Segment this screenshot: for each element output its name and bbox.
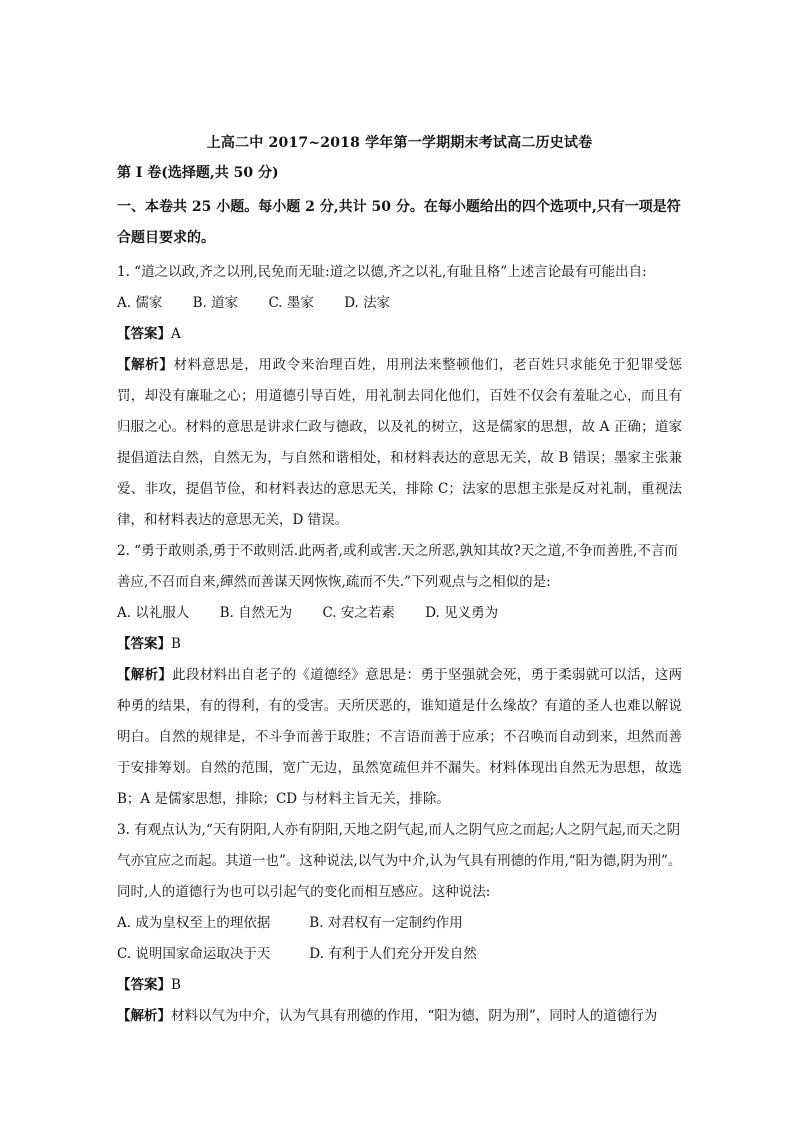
analysis-paragraph [117, 1001, 682, 1032]
option-list [117, 939, 682, 970]
option-d: D. 见义勇为 [425, 605, 499, 621]
answer-value: B [171, 636, 181, 652]
answer-value: A [171, 326, 181, 342]
option-c: C. 墨家 [268, 295, 314, 311]
option-c: C. 安之若素 [322, 605, 395, 621]
question-1 [117, 257, 682, 536]
question-stem: 3. 有观点认为,“天有阴阳,人亦有阴阳,天地之阴气起,而人之阴气应之而起;人之阴气起,而天之阴气亦宜应之而起。其道一也”。这种说法,以气为中介,认为气具有刑德的作用,“阳为德,阴为刑”。同时,人的道德行为也可以引起气的变化而相互感应。这种说法: [117, 822, 682, 900]
answer-line [117, 970, 682, 1001]
option-a: A. 成为皇权至上的理依据 [117, 915, 271, 931]
analysis-text: 此段材料出自老子的《道德经》意思是：勇于坚强就会死，勇于柔弱就可以活，这两种勇的结果，有的得利，有的受害。天所厌恶的，谁知道是什么缘故？有道的圣人也难以解说明白。自然的规律是，不斗争而善于取胜；不言语而善于应承；不召唤而自动到来，坦然而善于安排筹划。自然的范围，宽广无边，虽然宽疏但并不漏失。材料体现出自然无为思想，故选 B；A 是儒家思想，排除；CD 与材料主旨无关，排除。 [117, 667, 683, 807]
option-d: D. 法家 [344, 295, 391, 311]
section-instructions: 一、本卷共 25 小题。每小题 2 分,共计 50 分。在每小题给出的四个选项中,只有一项是符合题目要求的。 [117, 199, 681, 246]
question-stem: 1. “道之以政,齐之以刑,民免而无耻:道之以德,齐之以礼,有耻且格”上述言论最有可能出自: [117, 264, 647, 280]
option-a: A. 以礼服人 [117, 605, 190, 621]
analysis-paragraph [117, 660, 682, 815]
analysis-tag: 【解析】 [117, 667, 173, 683]
analysis-tag: 【解析】 [117, 357, 174, 373]
answer-tag: 【答案】 [117, 326, 171, 342]
question-stem: 2. “勇于敢则杀,勇于不敢则活.此两者,或利或害.天之所恶,孰知其故?天之道,不争而善胜,不言而善应,不召而自来,繟然而善谋天网恢恢,疏而不失.”下列观点与之相似的是: [117, 543, 678, 590]
analysis-text: 材料以气为中介，认为气具有刑德的作用，“阳为德，阴为刑”，同时人的道德行为 [171, 1008, 658, 1024]
page-title: 上高二中 2017~2018 学年第一学期期末考试高二历史试卷 [206, 135, 593, 151]
option-c: C. 说明国家命运取决于天 [117, 946, 271, 962]
option-list [117, 288, 682, 319]
answer-line [117, 629, 682, 660]
answer-value: B [171, 977, 181, 993]
section-heading: 第 I 卷(选择题,共 50 分) [117, 165, 279, 181]
page-content [117, 132, 682, 1032]
option-list [117, 598, 682, 629]
option-list [117, 908, 682, 939]
answer-line [117, 319, 682, 350]
answer-tag: 【答案】 [117, 636, 171, 652]
analysis-text: 材料意思是，用政令来治理百姓，用刑法来整顿他们，老百姓只求能免于犯罪受惩罚，却没有廉耻之心；用道德引导百姓，用礼制去同化他们，百姓不仅会有羞耻之心，而且有归服之心。材料的意思是讲求仁政与德政，以及礼的树立，这是儒家的思想，故 A 正确；道家提倡道法自然，自然无为，与自然和谐相处，和材料表达的意思无关，故 B 错误；墨家主张兼爱、非攻，提倡节俭，和材料表达的意思无关，排除 C；法家的思想主张是反对礼制，重视法律，和材料表达的意思无关，D 错误。 [117, 357, 683, 528]
option-b: B. 道家 [192, 295, 239, 311]
question-3 [117, 815, 682, 1032]
analysis-paragraph [117, 350, 682, 536]
option-d: D. 有利于人们充分开发自然 [309, 946, 477, 962]
question-2 [117, 536, 682, 815]
analysis-tag: 【解析】 [117, 1008, 171, 1024]
option-b: B. 对君权有一定制约作用 [309, 915, 463, 931]
option-a: A. 儒家 [117, 295, 163, 311]
answer-tag: 【答案】 [117, 977, 171, 993]
option-b: B. 自然无为 [219, 605, 293, 621]
